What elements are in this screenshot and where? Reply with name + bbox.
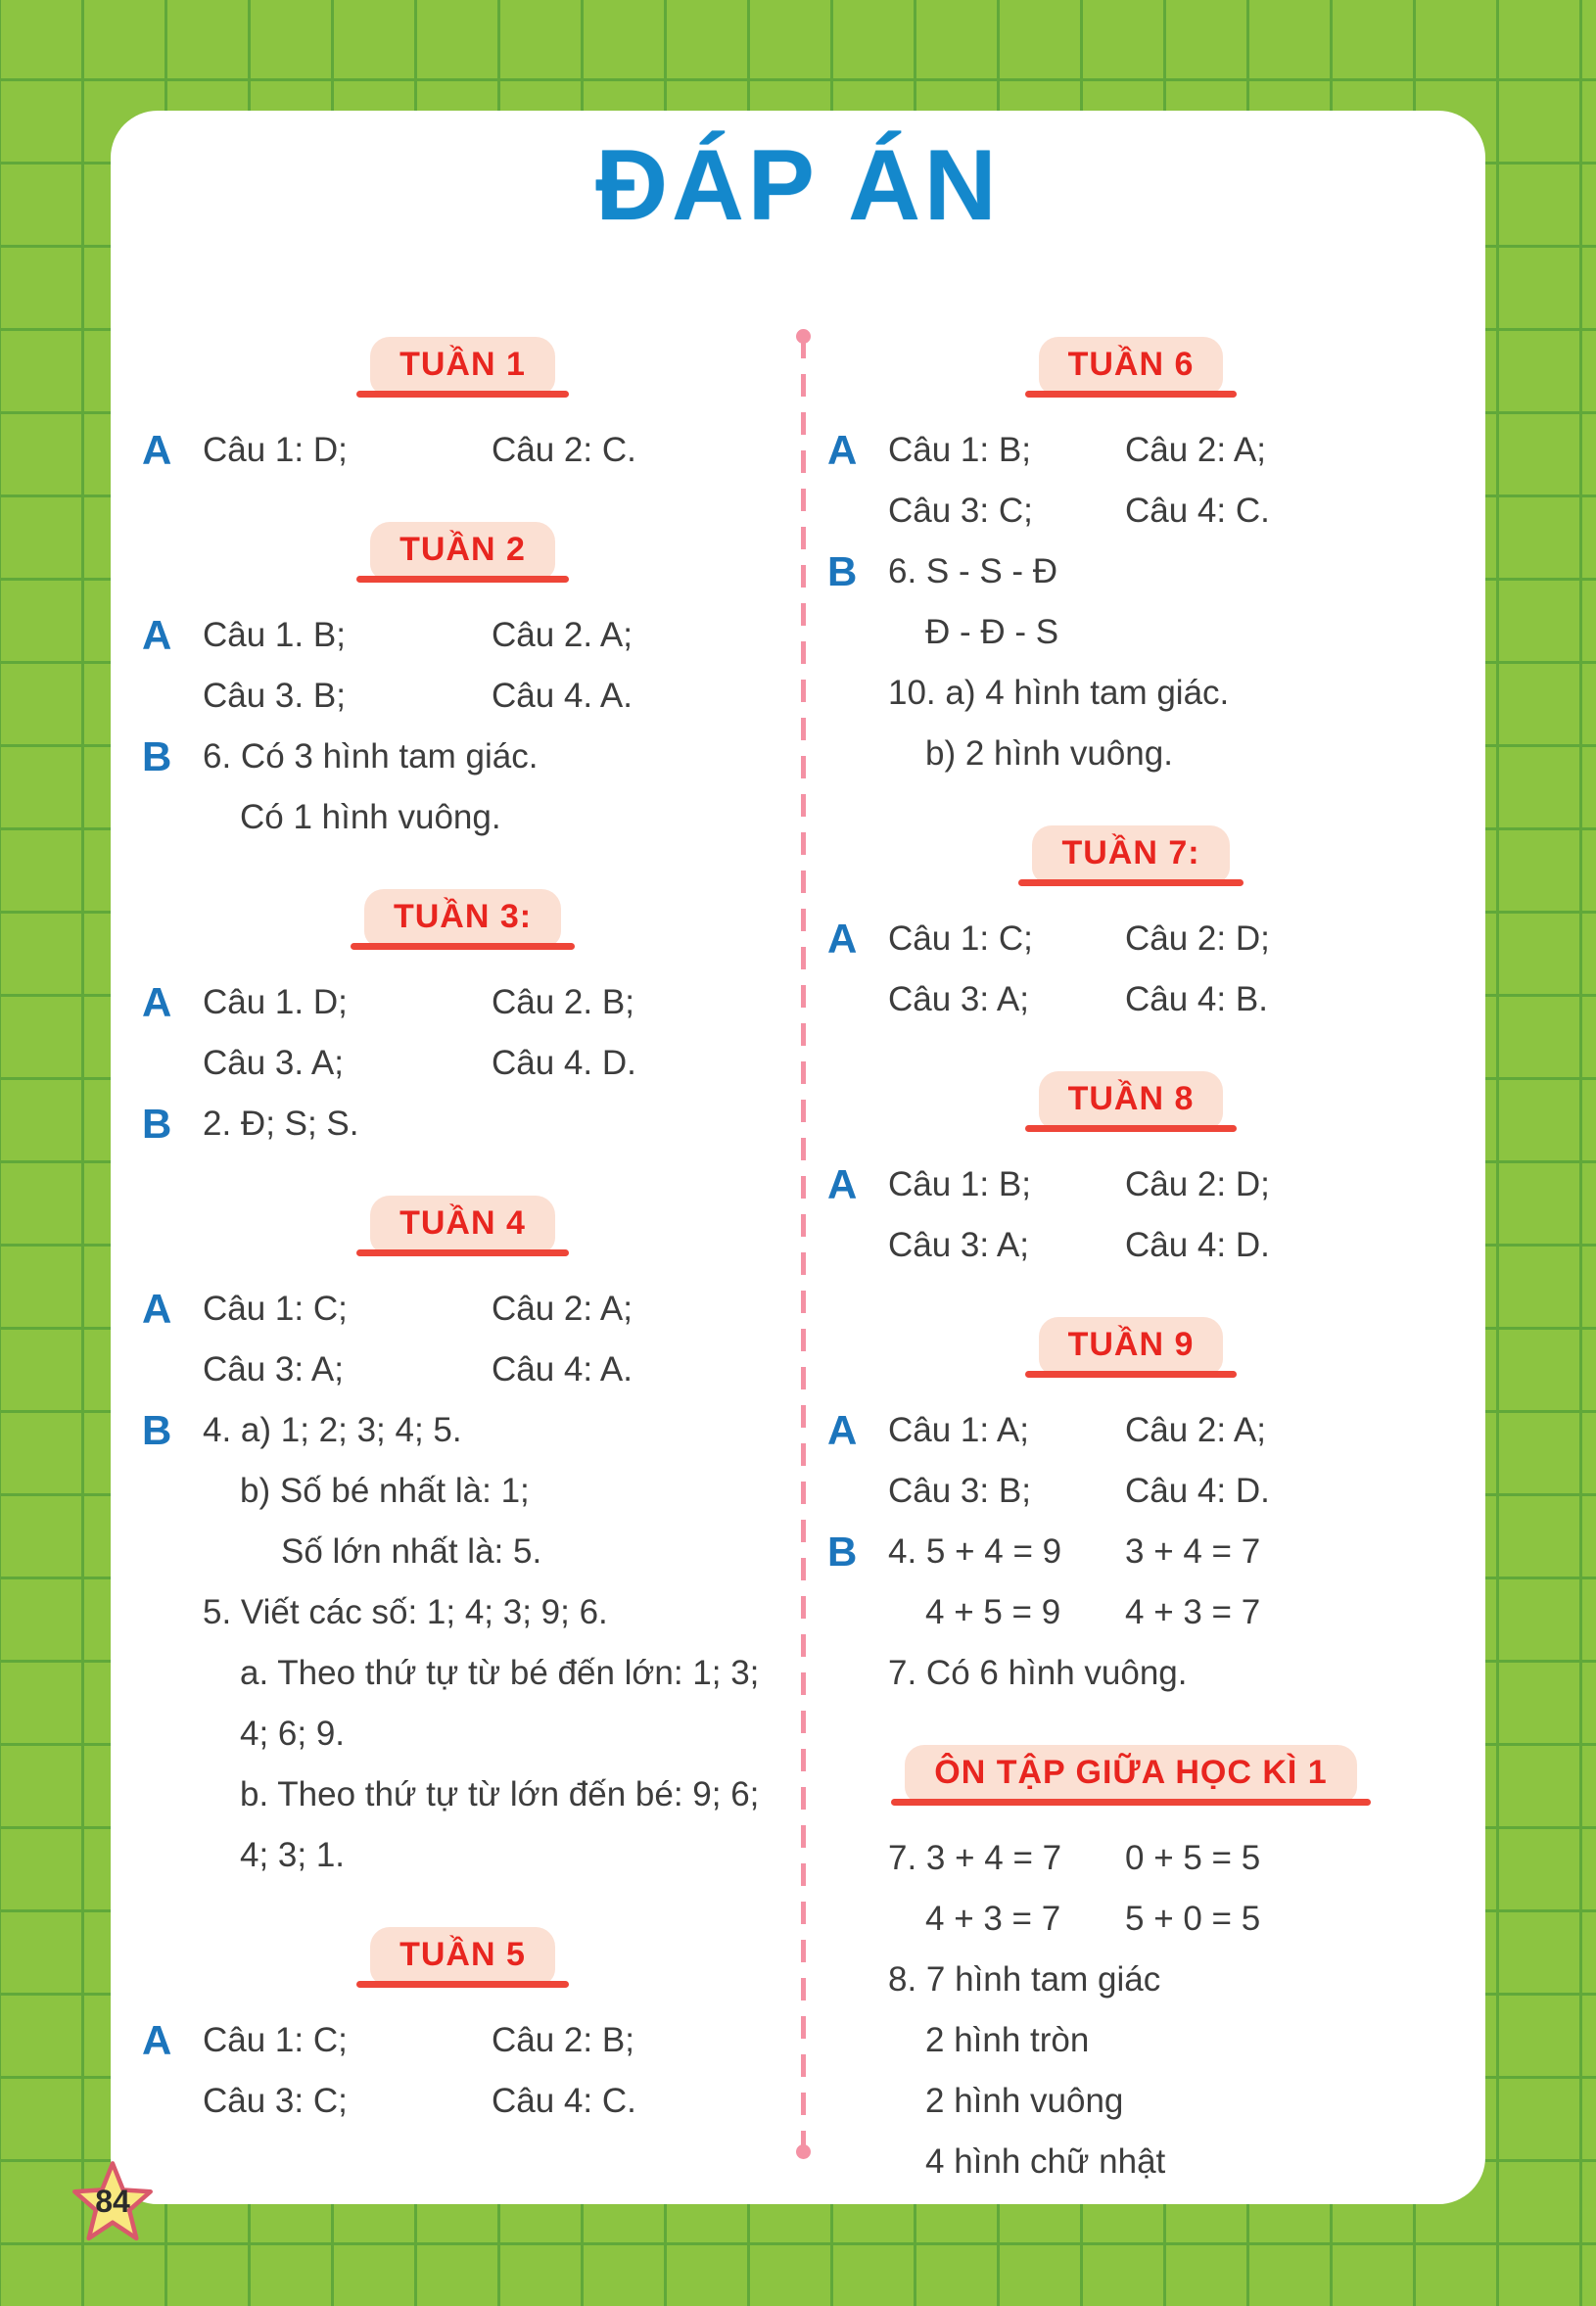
answers — [203, 2010, 783, 2132]
answer-cell: Câu 3: C; — [888, 492, 1033, 530]
answer-cell: Câu 4: C. — [1125, 492, 1270, 530]
section-title: TUẦN 7: — [1061, 834, 1200, 871]
part-b — [827, 1522, 1434, 1704]
answer-line: 6. S - S - Đ — [888, 552, 1058, 590]
section-header — [827, 337, 1434, 395]
answer-line: 2. Đ; S; S. — [203, 1105, 359, 1143]
section-tuan-9 — [827, 1317, 1434, 1704]
equation: 4 + 3 = 7 — [925, 1900, 1061, 1938]
section-tuan-5 — [142, 1927, 783, 2132]
answer-cell: Câu 1: B; — [888, 431, 1031, 469]
answer-line: 8. 7 hình tam giác — [888, 1960, 1161, 1999]
answer-row — [203, 420, 783, 481]
left-column — [142, 331, 783, 2132]
answer-cell: Câu 3: A; — [888, 1226, 1029, 1264]
answer-cell: Câu 3: B; — [888, 1472, 1031, 1510]
answer-cell: Câu 4. A. — [492, 677, 633, 715]
answer-line: Đ - Đ - S — [925, 613, 1059, 651]
equation: 4. 5 + 4 = 9 — [888, 1532, 1062, 1571]
section-tuan-1 — [142, 337, 783, 481]
answer-cell: Câu 2: A; — [1125, 431, 1266, 469]
part-a-marker: A — [142, 979, 172, 1025]
answers — [203, 972, 783, 1094]
answer-cell: Câu 4: D. — [1125, 1226, 1270, 1264]
answers — [203, 1279, 783, 1400]
equation: 4 + 3 = 7 — [1125, 1593, 1261, 1631]
equation-row — [888, 1522, 1434, 1582]
section-tuan-8 — [827, 1071, 1434, 1276]
column-divider — [801, 336, 806, 2152]
answer-cell: Câu 4: C. — [492, 2082, 636, 2120]
answer-cell: Câu 2: D; — [1125, 919, 1270, 958]
part-b-marker: B — [142, 1101, 172, 1147]
answer-cell: Câu 4. D. — [492, 1044, 636, 1082]
answer-cell: Câu 2: C. — [492, 431, 636, 469]
answer-line: 7. Có 6 hình vuông. — [888, 1654, 1188, 1692]
section-header — [827, 1071, 1434, 1129]
answer-line: 4; 6; 9. — [240, 1715, 346, 1753]
answer-row — [888, 1215, 1434, 1276]
section-title-badge — [370, 522, 555, 580]
answer-row — [203, 605, 783, 666]
answer-line: 2 hình tròn — [925, 2021, 1090, 2059]
part-a — [827, 909, 1434, 1030]
answer-row — [888, 481, 1434, 541]
part-b — [142, 1094, 783, 1154]
answers — [203, 420, 783, 481]
right-column — [827, 331, 1434, 2192]
section-title: TUẦN 2 — [399, 531, 526, 568]
answer-cell: Câu 3: A; — [203, 1350, 344, 1388]
answer-cell: Câu 1. D; — [203, 983, 348, 1021]
answer-row — [203, 1033, 783, 1094]
section-header — [142, 1927, 783, 1985]
answer-cell: Câu 2: A; — [1125, 1411, 1266, 1449]
section-on-tap-giua-hoc-ki-1 — [827, 1745, 1434, 2192]
answer-row — [203, 1340, 783, 1400]
part-b-marker: B — [142, 733, 172, 779]
section-title-badge — [1039, 1317, 1224, 1375]
part-b-marker: B — [142, 1407, 172, 1453]
answer-line: 4; 3; 1. — [240, 1836, 346, 1874]
answer-cell: Câu 2: D; — [1125, 1165, 1270, 1203]
answer-line: 2 hình vuông — [925, 2082, 1124, 2120]
answer-row — [203, 666, 783, 727]
answers — [888, 1522, 1434, 1704]
answers — [888, 541, 1434, 784]
answer-row — [888, 969, 1434, 1030]
answers — [203, 605, 783, 727]
answer-key-card — [111, 111, 1485, 2204]
part-a — [142, 972, 783, 1094]
section-title-badge — [370, 337, 555, 395]
section-tuan-2 — [142, 522, 783, 848]
answer-cell: Câu 2: A; — [492, 1290, 633, 1328]
section-title-badge — [370, 1927, 555, 1985]
equation-row — [888, 1828, 1434, 1889]
equation-row — [888, 1582, 1434, 1643]
answer-row — [203, 2071, 783, 2132]
section-title-badge — [370, 1196, 555, 1253]
answer-line: b) 2 hình vuông. — [925, 734, 1173, 773]
section-header — [142, 337, 783, 395]
part-a-marker: A — [827, 916, 858, 962]
part-b-marker: B — [827, 548, 858, 594]
answer-row — [888, 1400, 1434, 1461]
equation: 7. 3 + 4 = 7 — [888, 1839, 1062, 1877]
part-a — [142, 420, 783, 481]
section-title: TUẦN 1 — [399, 346, 526, 383]
answer-line: 5. Viết các số: 1; 4; 3; 9; 6. — [203, 1593, 608, 1631]
part-a-marker: A — [827, 1407, 858, 1453]
part-a — [142, 1279, 783, 1400]
section-title: TUẦN 6 — [1067, 346, 1195, 383]
part-a-marker: A — [142, 1286, 172, 1332]
answer-cell: Câu 4: B. — [1125, 980, 1268, 1018]
answer-cell: Câu 3. A; — [203, 1044, 344, 1082]
answer-line: Có 1 hình vuông. — [240, 798, 501, 836]
answer-cell: Câu 4: A. — [492, 1350, 633, 1388]
section-header — [827, 1745, 1434, 1803]
answer-line: b. Theo thứ tự từ lớn đến bé: 9; 6; — [240, 1775, 760, 1813]
part-a — [142, 605, 783, 727]
part-a-marker: A — [827, 427, 858, 473]
page-number-star — [69, 2158, 157, 2246]
answers — [888, 1400, 1434, 1522]
section-header — [827, 825, 1434, 883]
equation: 0 + 5 = 5 — [1125, 1839, 1261, 1877]
answer-line: a. Theo thứ tự từ bé đến lớn: 1; 3; — [240, 1654, 760, 1692]
part-a-marker: A — [142, 2017, 172, 2063]
answer-cell: Câu 3. B; — [203, 677, 346, 715]
answer-cell: Câu 3: A; — [888, 980, 1029, 1018]
part-b — [142, 727, 783, 848]
section-title-badge — [1032, 825, 1229, 883]
answer-cell: Câu 1: C; — [203, 1290, 348, 1328]
equation: 5 + 0 = 5 — [1125, 1900, 1261, 1938]
page-title: ĐÁP ÁN — [595, 129, 1001, 241]
answer-cell: Câu 1: C; — [888, 919, 1033, 958]
answer-row — [203, 1279, 783, 1340]
answer-cell: Câu 1: A; — [888, 1411, 1029, 1449]
section-tuan-6 — [827, 337, 1434, 784]
part-a — [827, 1154, 1434, 1276]
answer-cell: Câu 4: D. — [1125, 1472, 1270, 1510]
answer-cell: Câu 1. B; — [203, 616, 346, 654]
section-title-badge — [1039, 1071, 1224, 1129]
equation-row — [888, 1889, 1434, 1950]
answers — [203, 727, 783, 848]
section-tuan-4 — [142, 1196, 783, 1886]
answer-line: 6. Có 3 hình tam giác. — [203, 737, 539, 776]
part-a — [827, 420, 1434, 541]
section-title: TUẦN 5 — [399, 1936, 526, 1973]
section-title-badge — [905, 1745, 1356, 1803]
section-title: TUẦN 3: — [393, 898, 533, 935]
part-b — [827, 541, 1434, 784]
answer-line: 10. a) 4 hình tam giác. — [888, 674, 1230, 712]
answer-cell: Câu 1: B; — [888, 1165, 1031, 1203]
section-title: TUẦN 4 — [399, 1204, 526, 1242]
answer-cell: Câu 3: C; — [203, 2082, 348, 2120]
section-title: ÔN TẬP GIỮA HỌC KÌ 1 — [934, 1754, 1328, 1791]
section-header — [827, 1317, 1434, 1375]
section-header — [142, 1196, 783, 1253]
answer-line: Số lớn nhất là: 5. — [281, 1532, 542, 1571]
section-title-badge — [1039, 337, 1224, 395]
part-a — [142, 2010, 783, 2132]
review-answers — [827, 1828, 1434, 2192]
answer-cell: Câu 1: C; — [203, 2021, 348, 2059]
answers — [888, 909, 1434, 1030]
answers — [203, 1400, 783, 1886]
section-header — [142, 522, 783, 580]
answer-line: 4 hình chữ nhật — [925, 2142, 1166, 2181]
part-a-marker: A — [827, 1161, 858, 1207]
answer-cell: Câu 2: B; — [492, 2021, 634, 2059]
section-title: TUẦN 8 — [1067, 1080, 1195, 1117]
part-a — [827, 1400, 1434, 1522]
section-header — [142, 889, 783, 947]
page-number: 84 — [95, 2184, 130, 2219]
equation: 4 + 5 = 9 — [925, 1593, 1061, 1631]
answers — [888, 1828, 1434, 2192]
answer-line: b) Số bé nhất là: 1; — [240, 1472, 530, 1510]
section-title-badge — [364, 889, 561, 947]
answer-row — [888, 1461, 1434, 1522]
part-b-marker: B — [827, 1529, 858, 1575]
answer-cell: Câu 2. A; — [492, 616, 633, 654]
answer-row — [888, 909, 1434, 969]
answer-cell: Câu 1: D; — [203, 431, 348, 469]
answer-line: 4. a) 1; 2; 3; 4; 5. — [203, 1411, 462, 1449]
answer-row — [203, 2010, 783, 2071]
section-tuan-3 — [142, 889, 783, 1154]
answer-row — [888, 420, 1434, 481]
section-title: TUẦN 9 — [1067, 1326, 1195, 1363]
answer-row — [888, 1154, 1434, 1215]
equation: 3 + 4 = 7 — [1125, 1532, 1261, 1571]
answers — [203, 1094, 783, 1154]
part-a-marker: A — [142, 612, 172, 658]
answers — [888, 1154, 1434, 1276]
part-b — [142, 1400, 783, 1886]
section-tuan-7 — [827, 825, 1434, 1030]
answer-row — [203, 972, 783, 1033]
part-a-marker: A — [142, 427, 172, 473]
answers — [888, 420, 1434, 541]
answer-cell: Câu 2. B; — [492, 983, 634, 1021]
